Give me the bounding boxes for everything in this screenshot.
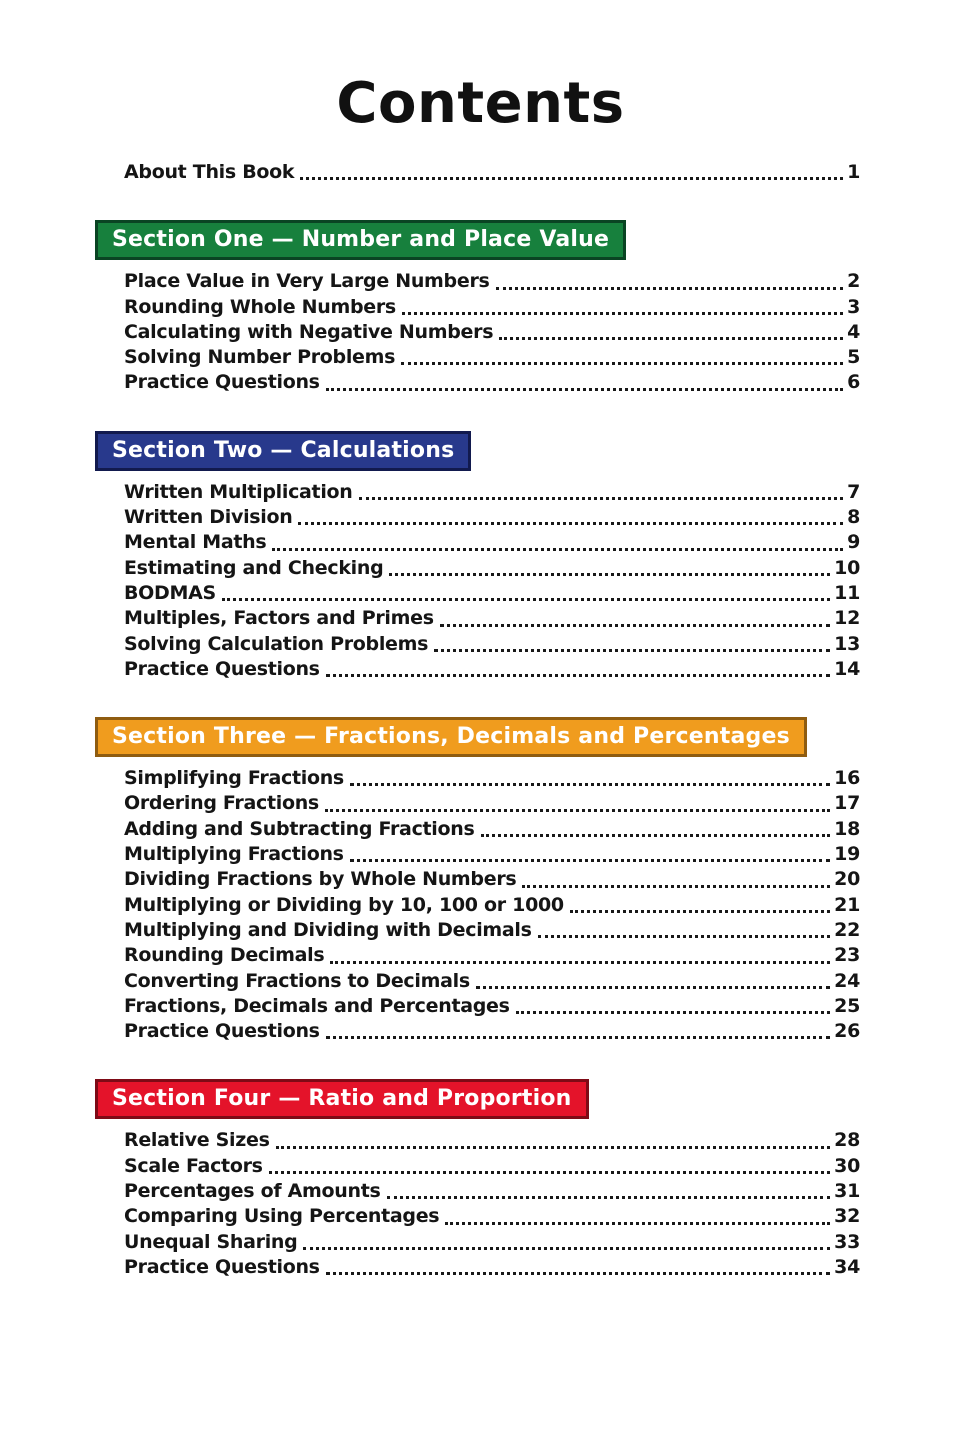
dotted-leader	[276, 1146, 831, 1149]
entry-page-number: 3	[847, 295, 860, 318]
entry-page-number: 7	[847, 480, 860, 503]
entry-label: Fractions, Decimals and Percentages	[124, 994, 510, 1017]
dotted-leader	[538, 935, 830, 938]
section-entries	[124, 480, 860, 682]
dotted-leader	[440, 624, 830, 627]
section-header	[95, 431, 471, 471]
entry-page-number: 17	[834, 792, 860, 815]
toc-entry	[124, 1019, 860, 1044]
entry-page-number: 4	[847, 320, 860, 343]
section-title: Section Four — Ratio and Proportion	[112, 1086, 572, 1112]
toc-entry	[124, 1204, 860, 1229]
dotted-leader	[303, 1247, 830, 1250]
entry-page-number: 9	[847, 531, 860, 554]
toc-entry	[124, 1230, 860, 1255]
entry-label: About This Book	[124, 161, 295, 183]
entry-label: Multiplying and Dividing with Decimals	[124, 918, 532, 941]
entry-label: Practice Questions	[124, 657, 320, 680]
dotted-leader	[272, 548, 843, 551]
dotted-leader	[570, 910, 830, 913]
toc-section	[95, 431, 860, 682]
entry-page-number: 32	[834, 1205, 860, 1228]
entry-label: Ordering Fractions	[124, 792, 319, 815]
toc-section	[95, 220, 860, 395]
section-header	[95, 220, 626, 260]
toc-entry	[124, 994, 860, 1019]
dotted-leader	[330, 961, 830, 964]
toc-entry	[124, 606, 860, 631]
dotted-leader	[359, 497, 844, 500]
entry-label: Relative Sizes	[124, 1129, 270, 1152]
dotted-leader	[434, 649, 830, 652]
section-header	[95, 717, 807, 757]
entry-label: Multiplying or Dividing by 10, 100 or 1000	[124, 893, 564, 916]
toc-entry	[124, 893, 860, 918]
dotted-leader	[445, 1222, 830, 1225]
entry-page-number: 31	[834, 1180, 860, 1203]
entry-label: Comparing Using Percentages	[124, 1205, 440, 1228]
toc-entry	[124, 370, 860, 395]
toc-entry	[124, 160, 860, 185]
dotted-leader	[401, 362, 843, 365]
section-title: Section Two — Calculations	[112, 437, 455, 463]
dotted-leader	[402, 312, 843, 315]
entry-page-number: 28	[834, 1129, 860, 1152]
entry-label: Adding and Subtracting Fractions	[124, 817, 475, 840]
entry-label: Mental Maths	[124, 531, 267, 554]
dotted-leader	[326, 1036, 830, 1039]
entry-label: Practice Questions	[124, 1020, 320, 1043]
dotted-leader	[522, 885, 830, 888]
entry-label: Solving Calculation Problems	[124, 632, 429, 655]
toc-entry	[124, 867, 860, 892]
entry-page-number: 2	[847, 270, 860, 293]
entry-label: Simplifying Fractions	[124, 767, 344, 790]
table-of-contents	[95, 160, 860, 1280]
toc-entry	[124, 556, 860, 581]
entry-label: Percentages of Amounts	[124, 1180, 381, 1203]
entry-page-number: 14	[834, 657, 860, 680]
toc-entry	[124, 842, 860, 867]
toc-section	[95, 717, 860, 1044]
toc-entry	[124, 295, 860, 320]
section-title: Section Three — Fractions, Decimals and Percentages	[112, 724, 790, 750]
entry-page-number: 33	[834, 1230, 860, 1253]
section-entries	[124, 1128, 860, 1280]
entry-label: Place Value in Very Large Numbers	[124, 270, 490, 293]
dotted-leader	[496, 287, 844, 290]
toc-entry	[124, 918, 860, 943]
page-title: Contents	[336, 71, 625, 136]
entry-label: Practice Questions	[124, 371, 320, 394]
entry-page-number: 12	[834, 607, 860, 630]
toc-entry	[124, 345, 860, 370]
section-header	[95, 1079, 589, 1119]
entry-page-number: 10	[834, 556, 860, 579]
entry-label: Scale Factors	[124, 1154, 263, 1177]
dotted-leader	[516, 1011, 831, 1014]
entry-page-number: 18	[834, 817, 860, 840]
section-title: Section One — Number and Place Value	[112, 227, 610, 253]
entry-page-number: 5	[847, 346, 860, 369]
dotted-leader	[300, 177, 843, 180]
dotted-leader	[481, 834, 831, 837]
section-entries	[124, 766, 860, 1044]
entry-label: Estimating and Checking	[124, 556, 384, 579]
toc-entry	[124, 1255, 860, 1280]
dotted-leader	[389, 573, 830, 576]
toc-entry	[124, 581, 860, 606]
toc-entry	[124, 817, 860, 842]
dotted-leader	[499, 337, 843, 340]
section-entries	[124, 269, 860, 395]
toc-entry	[124, 1154, 860, 1179]
dotted-leader	[387, 1196, 831, 1199]
toc-entry	[124, 791, 860, 816]
entry-label: Unequal Sharing	[124, 1230, 298, 1253]
entry-page-number: 21	[834, 893, 860, 916]
entry-page-number: 16	[834, 767, 860, 790]
dotted-leader	[350, 783, 830, 786]
toc-entry	[124, 766, 860, 791]
entry-label: Dividing Fractions by Whole Numbers	[124, 868, 517, 891]
entry-page-number: 25	[834, 994, 860, 1017]
entry-label: BODMAS	[124, 581, 216, 604]
toc-entry	[124, 505, 860, 530]
entry-page-number: 20	[834, 868, 860, 891]
entry-page-number: 6	[847, 371, 860, 394]
entry-page-number: 8	[847, 506, 860, 529]
toc-entry	[124, 969, 860, 994]
entry-label: Multiples, Factors and Primes	[124, 607, 434, 630]
entry-label: Multiplying Fractions	[124, 843, 344, 866]
entry-label: Converting Fractions to Decimals	[124, 969, 470, 992]
toc-entry	[124, 320, 860, 345]
entry-label: Rounding Decimals	[124, 944, 325, 967]
entry-label: Written Multiplication	[124, 480, 353, 503]
toc-entry	[124, 480, 860, 505]
toc-entry	[124, 943, 860, 968]
entry-page-number: 13	[834, 632, 860, 655]
toc-entry	[124, 1128, 860, 1153]
toc-entry	[124, 530, 860, 555]
toc-section	[95, 1079, 860, 1280]
dotted-leader	[326, 388, 843, 391]
entry-page-number: 23	[834, 944, 860, 967]
dotted-leader	[222, 598, 830, 601]
dotted-leader	[476, 986, 830, 989]
dotted-leader	[326, 674, 830, 677]
entry-page-number: 11	[834, 581, 860, 604]
dotted-leader	[298, 522, 843, 525]
toc-entry	[124, 657, 860, 682]
entry-label: Rounding Whole Numbers	[124, 295, 396, 318]
entry-page-number: 24	[834, 969, 860, 992]
sections-list	[95, 220, 860, 1280]
entry-page-number: 26	[834, 1020, 860, 1043]
dotted-leader	[269, 1171, 831, 1174]
dotted-leader	[350, 859, 830, 862]
entry-label: Solving Number Problems	[124, 346, 396, 369]
entry-page-number: 19	[834, 843, 860, 866]
entry-label: Written Division	[124, 506, 293, 529]
toc-entry	[124, 1179, 860, 1204]
toc-entry	[124, 269, 860, 294]
entry-page-number: 34	[834, 1255, 860, 1278]
dotted-leader	[325, 809, 830, 812]
entry-page-number: 30	[834, 1154, 860, 1177]
entry-label: Practice Questions	[124, 1255, 320, 1278]
toc-entry	[124, 632, 860, 657]
entry-page-number: 22	[834, 918, 860, 941]
entry-label: Calculating with Negative Numbers	[124, 320, 494, 343]
entry-page-number: 1	[847, 161, 860, 183]
dotted-leader	[326, 1272, 830, 1275]
